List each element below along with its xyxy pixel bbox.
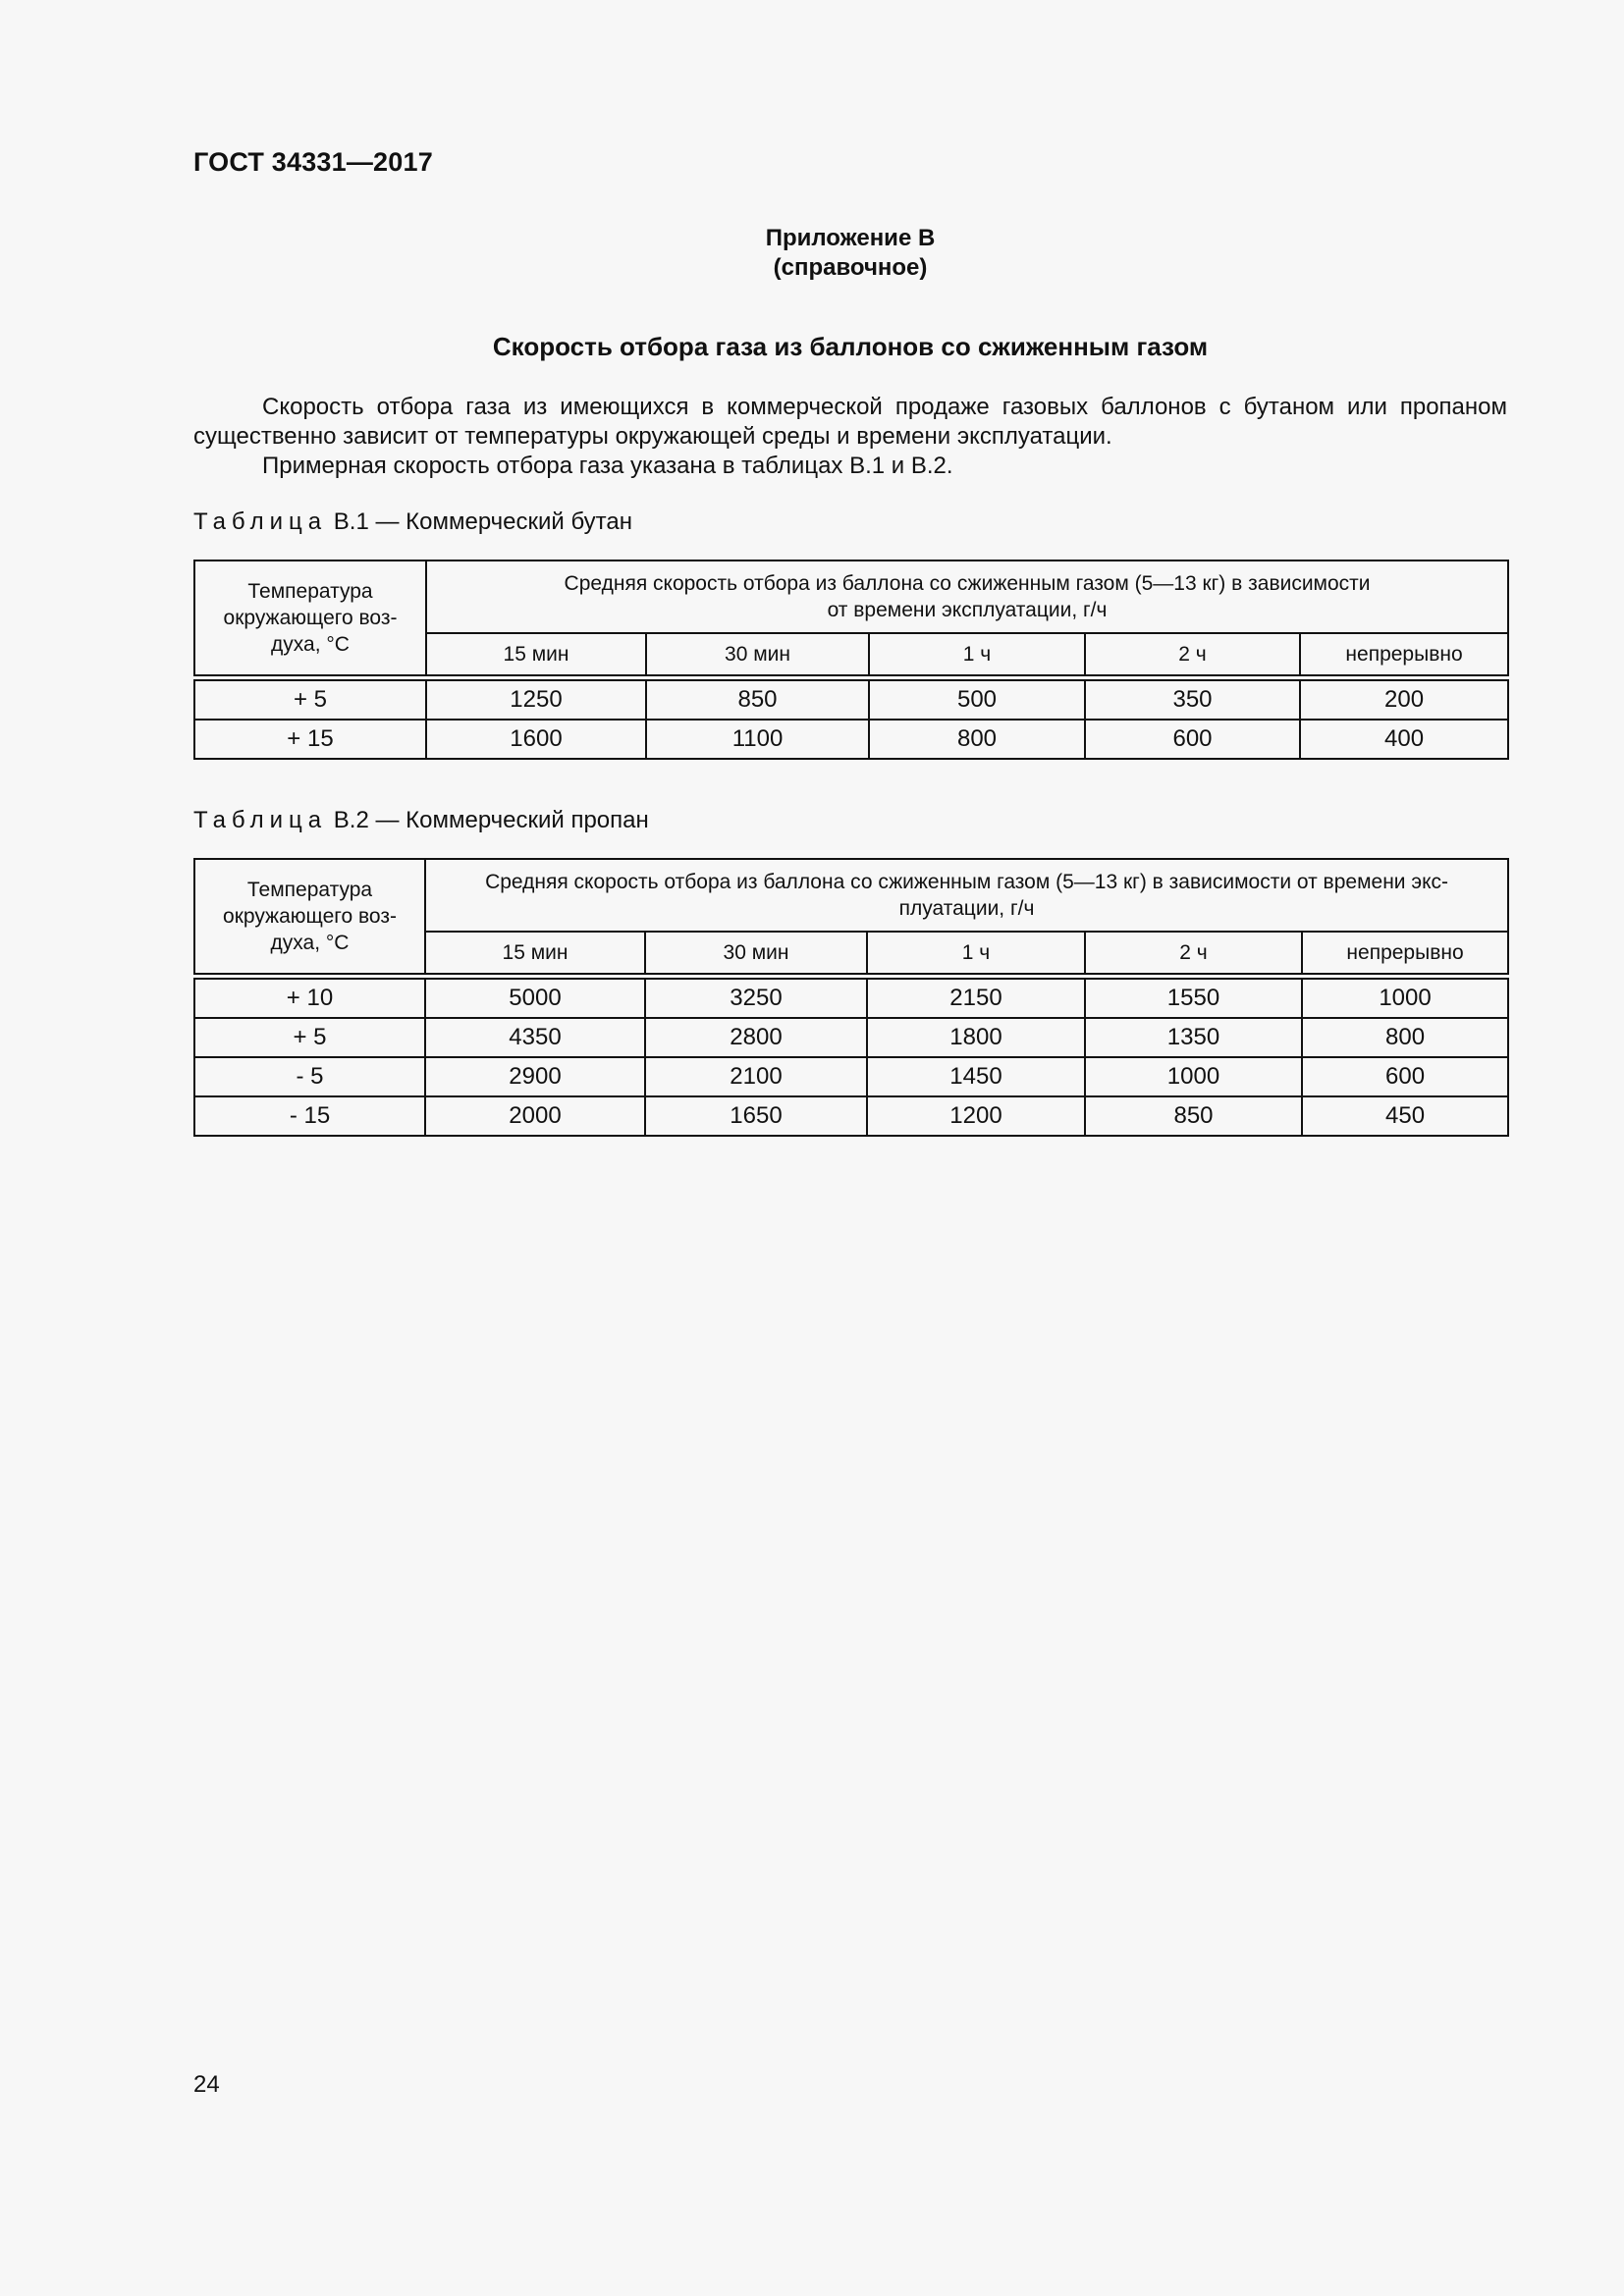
section-title: Скорость отбора газа из баллонов со сжиженным газом [492,332,1209,361]
table1-row-header: Температура окружающего воз-духа, °С [194,561,426,678]
body-text [193,393,1507,481]
value-cell: 200 [1300,678,1508,721]
table1-group-header-line2: от времени эксплуатации, г/ч [827,599,1108,621]
value-cell: 2900 [425,1057,645,1096]
value-cell: 600 [1085,720,1300,759]
value-cell: 2150 [867,977,1085,1019]
value-cell: 500 [869,678,1085,721]
value-cell: 1600 [426,720,646,759]
value-cell: 1450 [867,1057,1085,1096]
table2-col-header: непрерывно [1302,932,1508,977]
paragraph: Примерная скорость отбора газа указана в таблицах В.1 и В.2. [262,453,953,479]
value-cell: 1200 [867,1096,1085,1136]
document-code: ГОСТ 34331—2017 [193,147,433,177]
page-number: 24 [193,2071,220,2098]
table1-group-header [426,561,1508,633]
table2-row-header: Температура окружающего воз-духа, °С [194,859,425,977]
temperature-cell: + 5 [194,678,426,721]
table1-caption-word: Таблица [193,508,328,535]
table2-col-header: 15 мин [425,932,645,977]
value-cell: 1800 [867,1018,1085,1057]
value-cell: 2800 [645,1018,867,1057]
value-cell: 5000 [425,977,645,1019]
temperature-cell: + 5 [194,1018,425,1057]
appendix-heading [193,224,1507,283]
value-cell: 2100 [645,1057,867,1096]
value-cell: 1250 [426,678,646,721]
table2-caption-text: В.2 — Коммерческий пропан [327,807,649,833]
table1-col-header: 15 мин [426,633,646,678]
value-cell: 800 [869,720,1085,759]
value-cell: 3250 [645,977,867,1019]
paragraph: Скорость отбора газа из имеющихся в коммерческой продаже газовых баллонов с бутаном или пропаном существенно зависит от температуры окружающей среды и времени эксплуатации. [193,394,1507,450]
appendix-title: Приложение В [765,225,936,251]
temperature-cell: + 10 [194,977,425,1019]
table1-caption-text: В.1 — Коммерческий бутан [327,508,633,535]
table2 [193,858,1509,1137]
value-cell: 2000 [425,1096,645,1136]
temperature-cell: + 15 [194,720,426,759]
value-cell: 850 [646,678,869,721]
table2-group-header-line1: Средняя скорость отбора из баллона со сжиженным газом (5—13 кг) в зависимости от времени экс- [485,871,1448,893]
value-cell: 4350 [425,1018,645,1057]
value-cell: 1100 [646,720,869,759]
table-row [194,977,1508,1019]
temperature-cell: - 15 [194,1096,425,1136]
value-cell: 1650 [645,1096,867,1136]
table2-col-header: 2 ч [1085,932,1302,977]
table1-col-header: 1 ч [869,633,1085,678]
table2-caption-word: Таблица [193,807,328,833]
table1-col-header: 30 мин [646,633,869,678]
temperature-cell: - 5 [194,1057,425,1096]
table1-caption [193,508,632,536]
table-row [194,1018,1508,1057]
table1-col-header: непрерывно [1300,633,1508,678]
table2-col-header: 30 мин [645,932,867,977]
value-cell: 450 [1302,1096,1508,1136]
value-cell: 350 [1085,678,1300,721]
value-cell: 600 [1302,1057,1508,1096]
value-cell: 1000 [1085,1057,1302,1096]
table-row [194,720,1508,759]
table-row [194,1096,1508,1136]
table1-group-header-line1: Средняя скорость отбора из баллона со сжиженным газом (5—13 кг) в зависимости [564,572,1371,595]
value-cell: 800 [1302,1018,1508,1057]
table1 [193,560,1509,760]
appendix-subtitle: (справочное) [773,254,928,281]
value-cell: 400 [1300,720,1508,759]
value-cell: 1550 [1085,977,1302,1019]
table1-col-header: 2 ч [1085,633,1300,678]
table2-col-header: 1 ч [867,932,1085,977]
table-row [194,678,1508,721]
value-cell: 850 [1085,1096,1302,1136]
table2-group-header-line2: плуатации, г/ч [898,897,1035,920]
value-cell: 1350 [1085,1018,1302,1057]
table2-caption [193,807,649,834]
table-row [194,1057,1508,1096]
value-cell: 1000 [1302,977,1508,1019]
table2-group-header [425,859,1508,932]
